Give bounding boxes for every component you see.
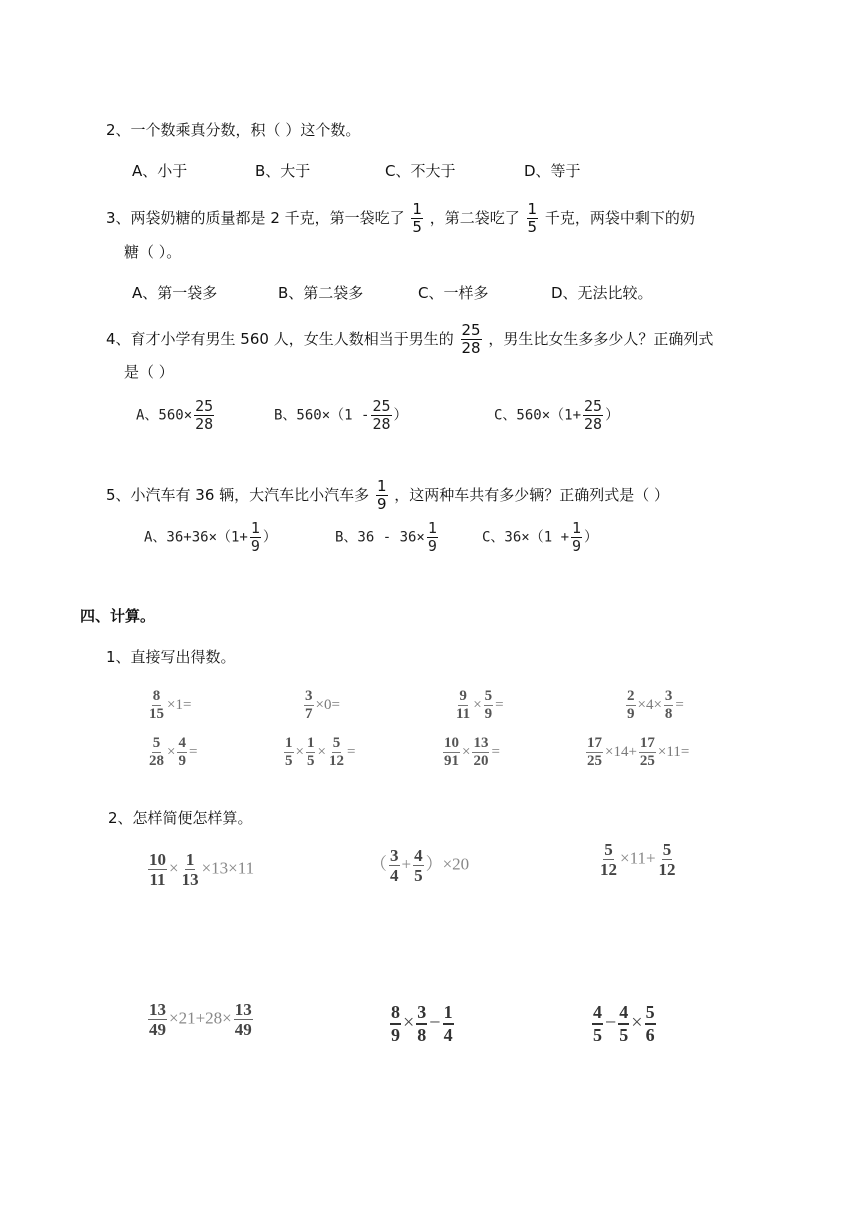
simplify-problem-1: $\frac{10}{11}$ × $\frac{1}{13}$ ×13×11 bbox=[149, 850, 255, 889]
q3-text-2: ，第二袋吃了 bbox=[429, 209, 520, 227]
simplify-problem-2: （ $\frac{3}{4}$ + $\frac{4}{5}$ ）×20 bbox=[370, 846, 470, 885]
q4-option-b: B、560×（1 - $\frac{25}{28}$ ） bbox=[274, 397, 408, 433]
q2-option-c: C、不大于 bbox=[385, 162, 456, 180]
q4-fraction: $\frac{25}{28}$ bbox=[461, 321, 481, 357]
q5-option-a: A、36+36×（1+ $\frac{1}{9}$ ） bbox=[144, 519, 277, 555]
q4-option-a: A、560× $\frac{25}{28}$ bbox=[136, 397, 214, 433]
direct-problem-2: $\frac{3}{7}$ ×0= bbox=[305, 688, 340, 722]
q3-option-d: D、无法比较。 bbox=[551, 284, 653, 302]
q5-fraction: $\frac{1}{9}$ bbox=[376, 477, 387, 513]
direct-problem-6: $\frac{1}{5}$ × $\frac{1}{5}$ × $\frac{5}{12}$ = bbox=[285, 735, 356, 769]
q3-option-c: C、一样多 bbox=[418, 284, 489, 302]
simplify-problem-6: $\frac{4}{5}$ − $\frac{4}{5}$ × $\frac{5}{6}$ bbox=[593, 1002, 655, 1045]
q3-option-a: A、第一袋多 bbox=[132, 284, 218, 302]
simplify-problem-4: $\frac{13}{49}$ ×21+28× $\frac{13}{49}$ bbox=[149, 1000, 252, 1039]
q5-option-b: B、36 - 36× $\frac{1}{9}$ bbox=[335, 519, 437, 555]
question-4 bbox=[106, 322, 713, 357]
simplify-problem-5: $\frac{8}{9}$ × $\frac{3}{8}$ − $\frac{1}{4}$ bbox=[391, 1002, 453, 1045]
q4-line-2: 是（ ） bbox=[124, 363, 174, 381]
question-3 bbox=[106, 201, 695, 236]
section-4-sub-2: 2、怎样简便怎样算。 bbox=[108, 809, 253, 827]
q3-line-2: 糖（ ）。 bbox=[124, 243, 182, 261]
question-5 bbox=[106, 478, 669, 513]
direct-problem-1: $\frac{8}{15}$ ×1= bbox=[149, 688, 192, 722]
q3-text-3: 千克，两袋中剩下的奶 bbox=[544, 209, 695, 227]
q4-text-2: ，男生比女生多多少人？正确列式 bbox=[488, 330, 714, 348]
q3-fraction-2: $\frac{1}{5}$ bbox=[527, 200, 538, 236]
q2-option-b: B、大于 bbox=[255, 162, 311, 180]
section-4-sub-1: 1、直接写出得数。 bbox=[106, 648, 236, 666]
direct-problem-8: $\frac{17}{25}$ ×14+ $\frac{17}{25}$ ×11= bbox=[587, 735, 690, 769]
q5-text-2: ，这两种车共有多少辆？正确列式是（ ） bbox=[394, 486, 670, 504]
section-4-title: 四、计算。 bbox=[80, 607, 156, 625]
q4-text-1: 4、育才小学有男生 560 人，女生人数相当于男生的 bbox=[106, 330, 454, 348]
question-2: 2、一个数乘真分数，积（ ）这个数。 bbox=[106, 121, 361, 139]
q3-option-b: B、第二袋多 bbox=[278, 284, 364, 302]
q2-option-a: A、小于 bbox=[132, 162, 188, 180]
direct-problem-3: $\frac{9}{11}$ × $\frac{5}{9}$ = bbox=[456, 688, 504, 722]
q3-text-1: 3、两袋奶糖的质量都是 2 千克，第一袋吃了 bbox=[106, 209, 405, 227]
q3-fraction-1: $\frac{1}{5}$ bbox=[412, 200, 422, 236]
q4-option-c: C、560×（1+ $\frac{25}{28}$ ） bbox=[494, 397, 620, 433]
q2-option-d: D、等于 bbox=[524, 162, 581, 180]
direct-problem-7: $\frac{10}{91}$ × $\frac{13}{20}$ = bbox=[444, 735, 500, 769]
simplify-problem-3: $\frac{5}{12}$ ×11+ $\frac{5}{12}$ bbox=[600, 840, 676, 879]
direct-problem-4: $\frac{2}{9}$ ×4× $\frac{3}{8}$ = bbox=[627, 688, 684, 722]
q5-text-1: 5、小汽车有 36 辆，大汽车比小汽车多 bbox=[106, 486, 370, 504]
direct-problem-5: $\frac{5}{28}$ × $\frac{4}{9}$ = bbox=[149, 735, 198, 769]
q5-option-c: C、36×（1 + $\frac{1}{9}$ ） bbox=[482, 519, 599, 555]
